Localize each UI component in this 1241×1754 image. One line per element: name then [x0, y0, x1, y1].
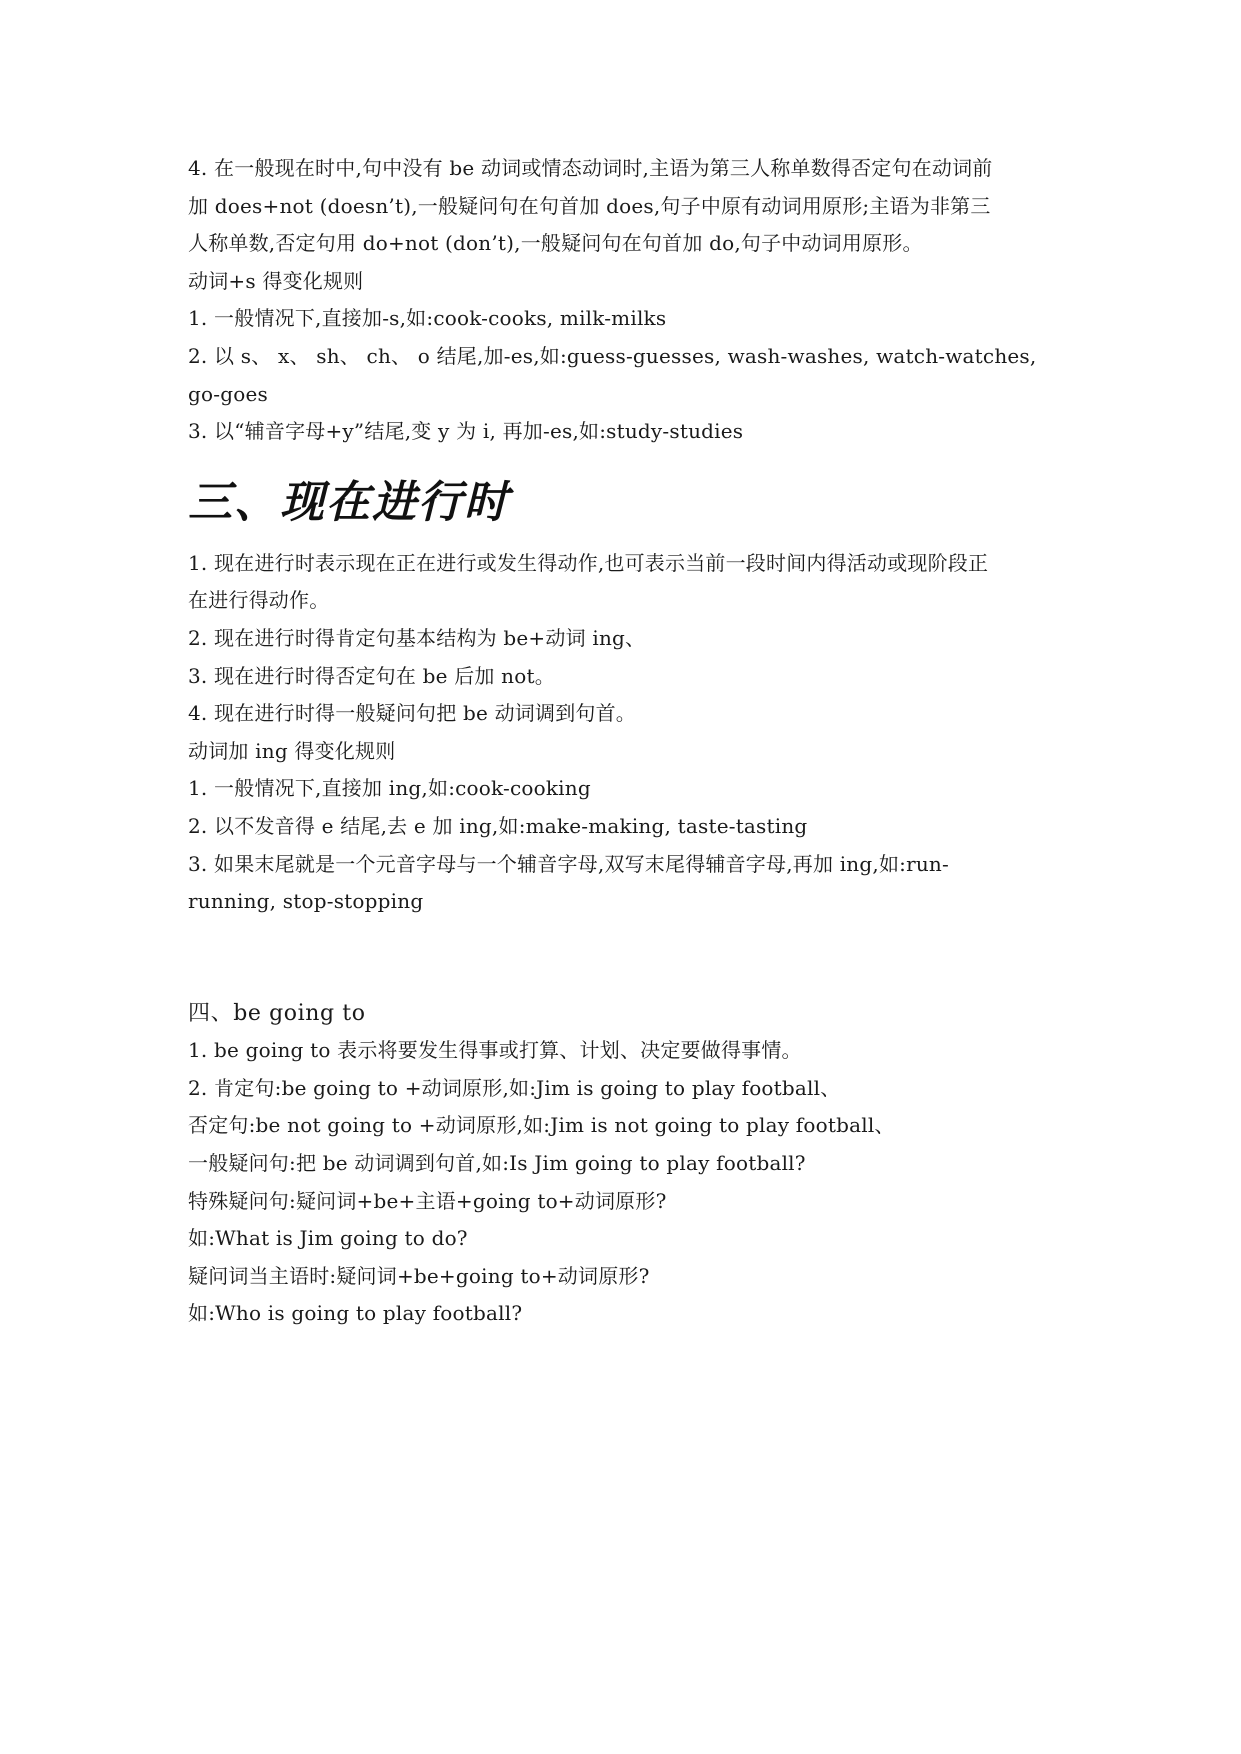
section3-rules-heading: 动词加 ing 得变化规则: [188, 738, 396, 763]
section4-p2: 2. 肯定句:be going to +动词原形,如:Jim is going to play football、: [188, 1075, 841, 1100]
section3-p2: 2. 现在进行时得肯定句基本结构为 be+动词 ing、: [188, 625, 646, 650]
section4-p5: 特殊疑问句:疑问词+be+主语+going to+动词原形?: [188, 1188, 667, 1213]
section3-rule2: 2. 以不发音得 e 结尾,去 e 加 ing,如:make-making, taste-tasting: [188, 813, 808, 838]
section3-p1-line1: 1. 现在进行时表示现在正在进行或发生得动作,也可表示当前一段时间内得活动或现阶段正: [188, 550, 989, 575]
document-page: [188, 150, 1068, 1333]
section3-p4: 4. 现在进行时得一般疑问句把 be 动词调到句首。: [188, 701, 636, 726]
section3-title: 三、现在进行时: [188, 476, 510, 528]
section3-p3: 3. 现在进行时得否定句在 be 后加 not。: [188, 663, 555, 688]
section4-p7: 疑问词当主语时:疑问词+be+going to+动词原形?: [188, 1263, 650, 1288]
section4-p4: 一般疑问句:把 be 动词调到句首,如:Is Jim going to play football?: [188, 1151, 806, 1176]
section2-rules-heading: 动词+s 得变化规则: [188, 268, 364, 293]
section4-p6: 如:What is Jim going to do?: [188, 1226, 468, 1251]
section2-rule3: 3. 以“辅音字母+y”结尾,变 y 为 i, 再加-es,如:study-studies: [188, 419, 744, 444]
section2-p4-line3: 人称单数,否定句用 do+not (don’t),一般疑问句在句首加 do,句子中动词用原形。: [188, 231, 923, 256]
section4-p8: 如:Who is going to play football?: [188, 1301, 523, 1326]
section3-p1-line2: 在进行得动作。: [188, 588, 330, 613]
section3-rule1: 1. 一般情况下,直接加 ing,如:cook-cooking: [188, 776, 591, 801]
section4-p1: 1. be going to 表示将要发生得事或打算、计划、决定要做得事情。: [188, 1038, 802, 1063]
section2-p4-line2: 加 does+not (doesn’t),一般疑问句在句首加 does,句子中原有动词用原形;主语为非第三: [188, 193, 991, 218]
section2-rule2-line2: go-goes: [188, 381, 268, 406]
section2-rule1: 1. 一般情况下,直接加-s,如:cook-cooks, milk-milks: [188, 306, 667, 331]
section4-p3: 否定句:be not going to +动词原形,如:Jim is not going to play football、: [188, 1113, 895, 1138]
section4-title: 四、be going to: [188, 1000, 366, 1026]
section3-rule3-line2: running, stop-stopping: [188, 889, 424, 914]
section3-rule3-line1: 3. 如果末尾就是一个元音字母与一个辅音字母,双写末尾得辅音字母,再加 ing,如:run-: [188, 851, 949, 876]
section2-rule2-line1: 2. 以 s、 x、 sh、 ch、 o 结尾,加-es,如:guess-guesses, wash-washes, watch-watches,: [188, 343, 1037, 368]
section2-p4-line1: 4. 在一般现在时中,句中没有 be 动词或情态动词时,主语为第三人称单数得否定句在动词前: [188, 156, 993, 180]
